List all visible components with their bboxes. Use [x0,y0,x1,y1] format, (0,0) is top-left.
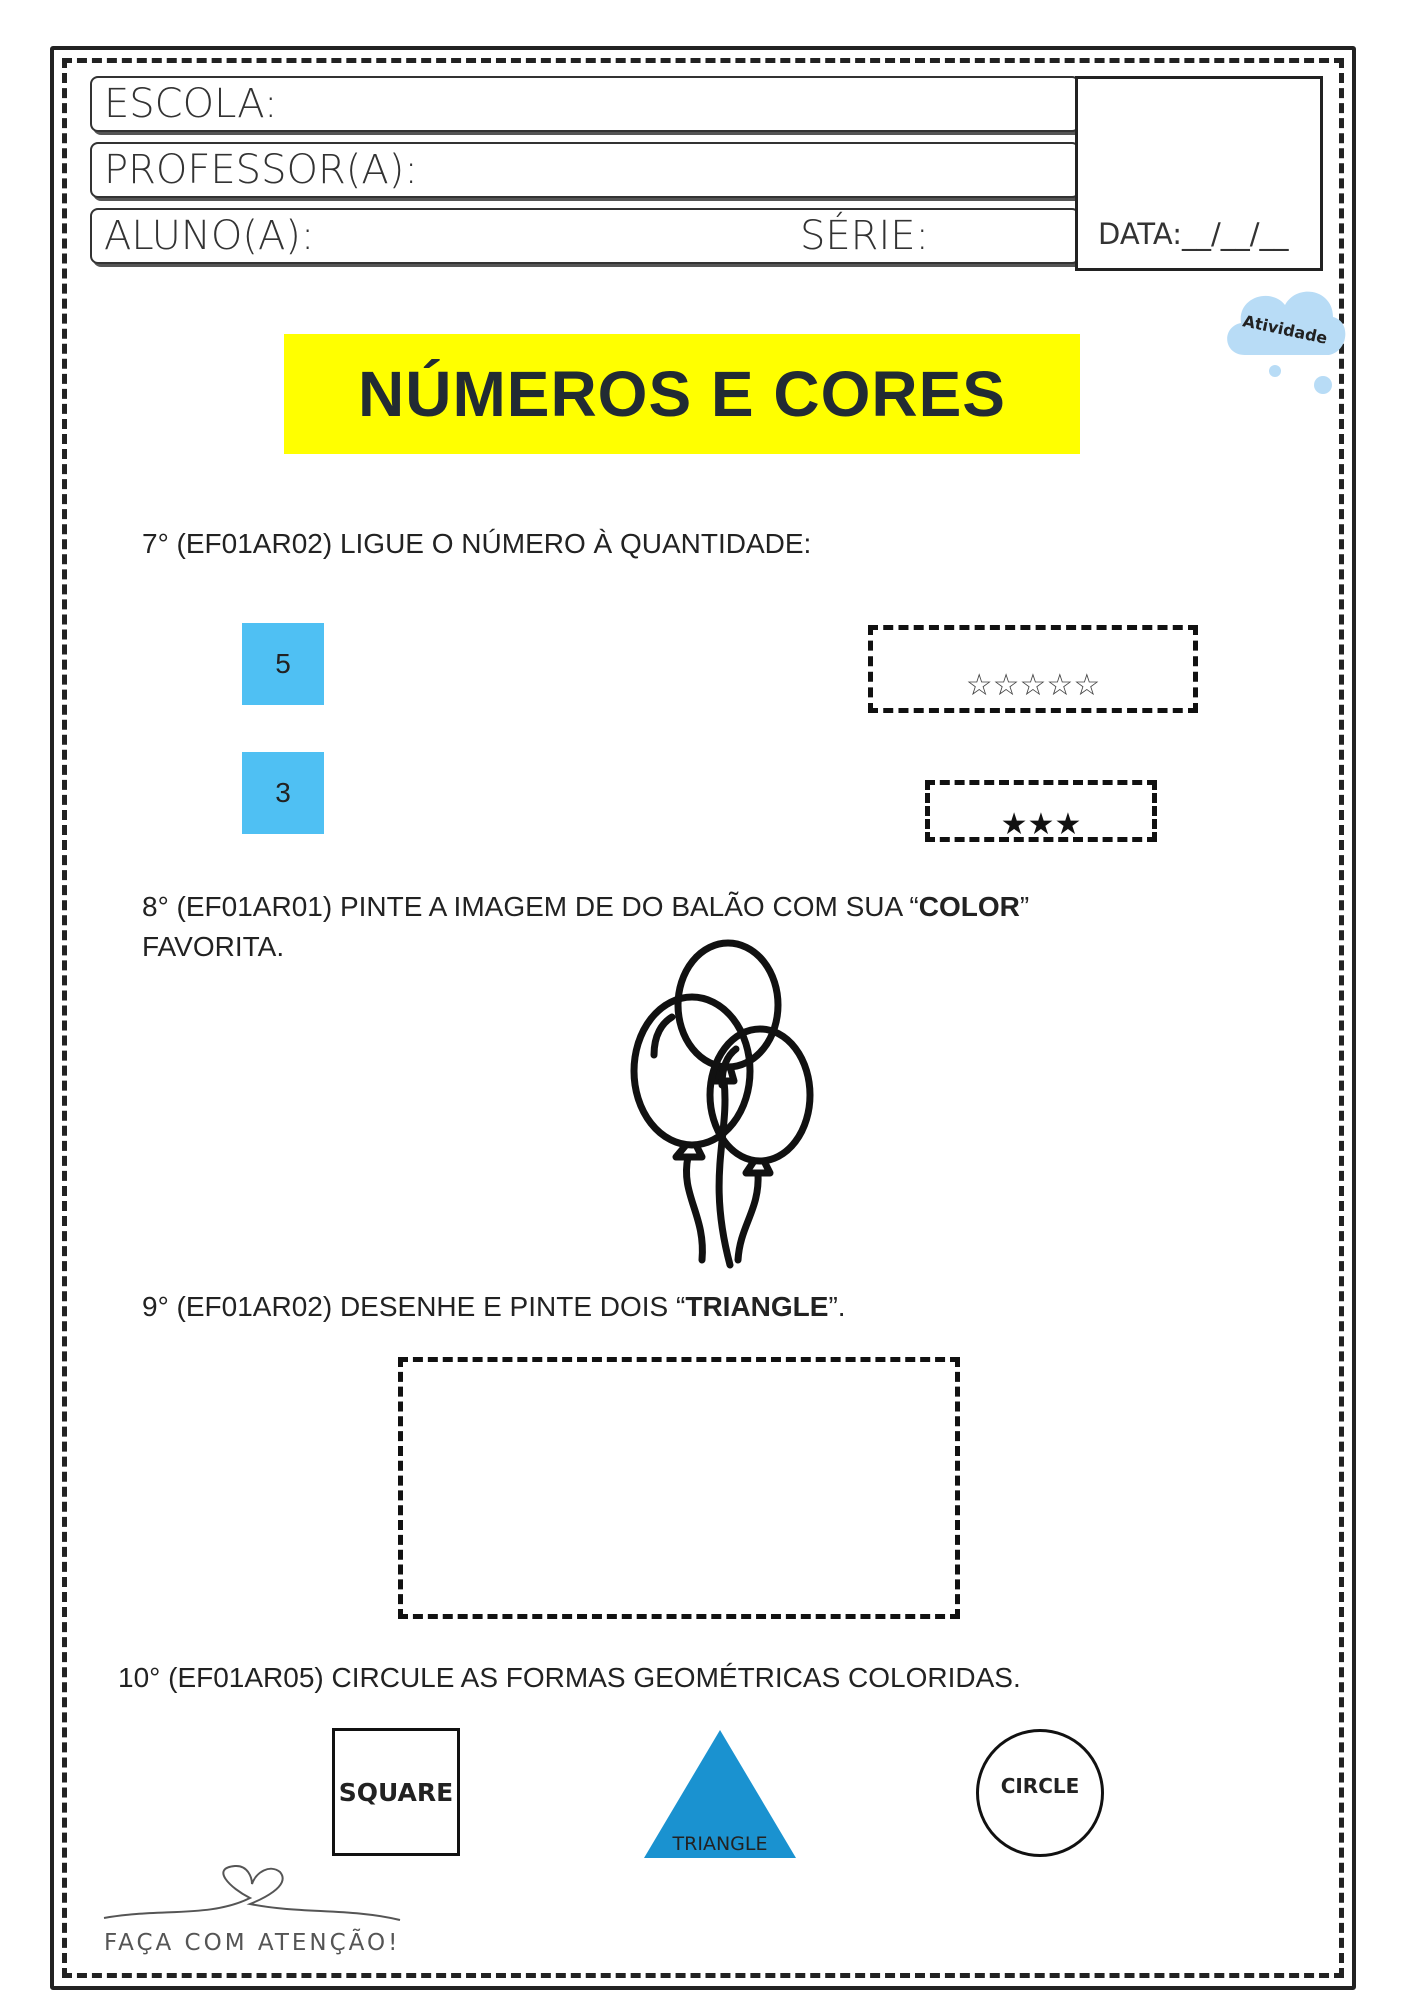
number-5: 5 [275,648,291,679]
quantity-box-5[interactable] [868,625,1198,713]
grade-label: SÉRIE: [800,213,930,259]
triangle-shape[interactable] [640,1726,800,1862]
date-label: DATA:__/__/__ [1098,217,1289,251]
question-8-prefix: 8° (EF01AR01) PINTE A IMAGEM DE DO BALÃO COM SUA “ [142,891,919,922]
filled-stars: ★★★ [1000,808,1082,841]
teacher-field[interactable] [90,142,1080,198]
question-9 [142,1287,846,1327]
question-9-prefix: 9° (EF01AR02) DESENHE E PINTE DOIS “ [142,1291,686,1322]
number-box-5[interactable] [242,623,324,705]
square-label: SQUARE [338,1777,454,1807]
drawing-area[interactable] [398,1357,960,1619]
date-box[interactable] [1075,76,1323,271]
question-8-bold: COLOR [918,891,1020,922]
heart-doodle-icon [100,1858,420,1968]
question-10: 10° (EF01AR05) CIRCULE AS FORMAS GEOMÉTRICAS COLORIDAS. [118,1662,1021,1693]
teacher-label: PROFESSOR(A): [104,147,418,193]
number-3: 3 [275,777,291,808]
square-shape[interactable] [332,1728,460,1856]
atividade-cloud-icon [1215,275,1355,405]
triangle-label: TRIANGLE [672,1833,768,1855]
quantity-box-3[interactable] [925,780,1157,842]
question-9-suffix: ”. [828,1291,846,1322]
question-8-line2: FAVORITA. [142,931,285,962]
circle-label: CIRCLE [1000,1774,1080,1798]
question-8-suffix: ” [1019,891,1030,922]
atividade-badge: Atividade [1241,311,1330,348]
title-banner [284,334,1080,454]
number-box-3[interactable] [242,752,324,834]
footer-text: FAÇA COM ATENÇÃO! [104,1930,401,1956]
question-7: 7° (EF01AR02) LIGUE O NÚMERO À QUANTIDADE: [142,528,812,559]
student-field[interactable] [90,208,1080,264]
balloons-icon [610,935,830,1275]
circle-shape[interactable] [976,1729,1104,1857]
page-title: NÚMEROS E CORES [358,358,1006,430]
question-8 [142,887,1029,967]
school-field[interactable] [90,76,1080,132]
student-label: ALUNO(A): [104,213,315,259]
question-9-bold: TRIANGLE [685,1291,829,1322]
outline-stars: ☆☆☆☆☆ [965,669,1101,702]
school-label: ESCOLA: [104,81,278,127]
